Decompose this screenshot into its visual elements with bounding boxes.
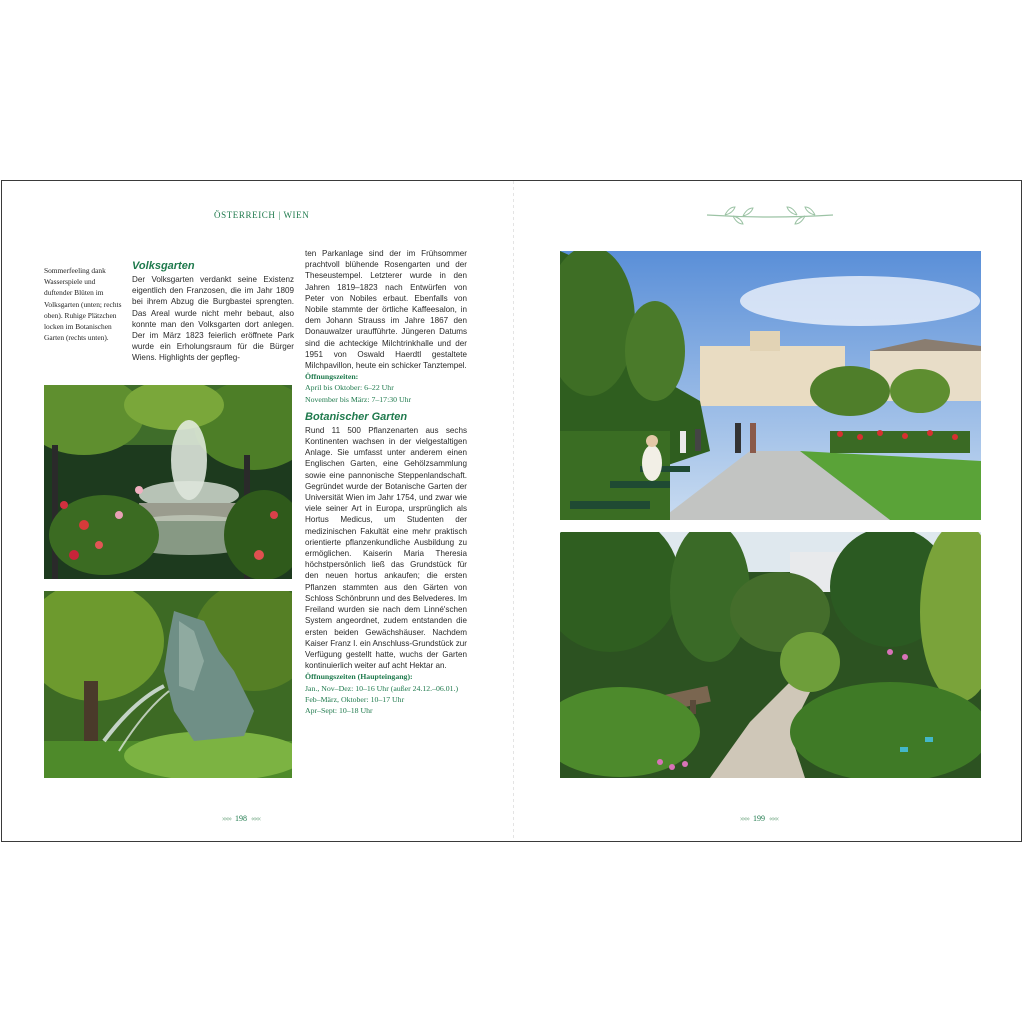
- volksgarten-path-photo: [560, 251, 981, 520]
- page-number-right: [740, 814, 778, 823]
- botanischer-hours-line: Jan., Nov–Dez: 10–16 Uhr (außer 24.12.–06.01.): [305, 683, 459, 693]
- section-title-volksgarten: Volksgarten: [132, 260, 195, 272]
- page-number-198: 198: [235, 814, 247, 823]
- volksgarten-hours-label: Öffnungszeiten:: [305, 372, 359, 382]
- chevron-left-icon: «««: [251, 814, 260, 823]
- fountain-photo: [44, 385, 292, 579]
- volksgarten-body-1: Der Volksgarten verdankt seine Existenz eigentlich den Franzosen, die im Jahr 1809 bei ihrem Abzug die Burgbastei sprengten. Das Areal wurde nicht mehr bebaut, also konnte man den Volksgarten dort anlegen. Der im März 1823 feierlich eröffnete Park wurde ein Erholungsraum für die Bürger Wiens. Highlights der gepfleg-: [132, 275, 294, 363]
- vine-ornament-icon: [705, 203, 835, 227]
- volksgarten-body-2: ten Parkanlage sind der im Frühsommer prachtvoll blühende Rosengarten und der Theseustempel. Letzterer wurde in den Jahren 1819–1823 nach Entwürfen von Peter von Nobiles erbaut. Ebenfalls von Nobile stammte der örtliche Kaffeesalon, in dem Johann Strauss im Jahre 1867 den Donauwalzer uraufführte. Jüngeren Datums sind die achteckige Milchtrinkhalle und der 1951 von Oswald Haerdtl gestaltete Milchpavillon, heute ein schicker Tanztempel.: [305, 249, 467, 371]
- volksgarten-hours-line: November bis März: 7–17:30 Uhr: [305, 394, 412, 404]
- statue-photo: [44, 591, 292, 778]
- photo-caption: Sommerfeeling dank Wasserspiele und duftender Blüten im Volksgarten (unten; rechts oben). Ruhige Plätzchen locken im Botanischen Garten (rechts unten).: [44, 266, 122, 343]
- book-spread: [1, 180, 1022, 842]
- chevron-left-icon: «««: [769, 814, 778, 823]
- chevron-right-icon: »»»: [740, 814, 749, 823]
- volksgarten-hours-line: April bis Oktober: 6–22 Uhr: [305, 383, 394, 393]
- page-number-199: 199: [753, 814, 765, 823]
- botanical-garden-photo: [560, 532, 981, 778]
- chevron-right-icon: »»»: [222, 814, 231, 823]
- botanischer-hours-line: Apr–Sept: 10–18 Uhr: [305, 705, 373, 715]
- botanischer-hours-label: Öffnungszeiten (Haupteingang):: [305, 672, 413, 682]
- running-head: ÖSTERREICH | WIEN: [214, 210, 310, 220]
- text-column-1: [132, 260, 294, 364]
- botanischer-garten-body: Rund 11 500 Pflanzenarten aus sechs Kontinenten wachsen in der vielgestaltigen Anlage. Sie umfasst unter anderem einen Englischen Garten, eine Gehölzsammlung sowie eine pannonische Steppenlandschaft. Gegründet wurde der Botanische Garten der Universität Wien im Jahr 1754, und zwar wie viele seiner Art in Europa, ursprünglich als Hortus Medicus, um Studenten der medizinischen Fakultät eine mehr praktisch orientierte pflanzenkundliche Ausbildung zu ermöglichen. Kaiserin Maria Theresia höchstpersönlich ließ das Grundstück für den neuen hortus ankaufen; die ersten Pflanzen stammten aus den Gärten von Schloss Schönbrunn und des Belvederes. Im Freiland wurden sie nach dem Linné'schen System angeordnet, zudem entstanden die ersten beiden Gewächshäuser. Nachdem Kaiser Franz I. ein Anschluss-Grundstück zur Verfügung gestellt hatte, wuchs der Garten kontinuierlich weiter auf acht Hektar an.: [305, 425, 467, 671]
- botanischer-hours-line: Feb–März, Oktober: 10–17 Uhr: [305, 694, 405, 704]
- text-column-2: [305, 248, 467, 716]
- page-number-left: [222, 814, 260, 823]
- gutter: [513, 181, 514, 841]
- section-title-botanischer-garten: Botanischer Garten: [305, 410, 408, 423]
